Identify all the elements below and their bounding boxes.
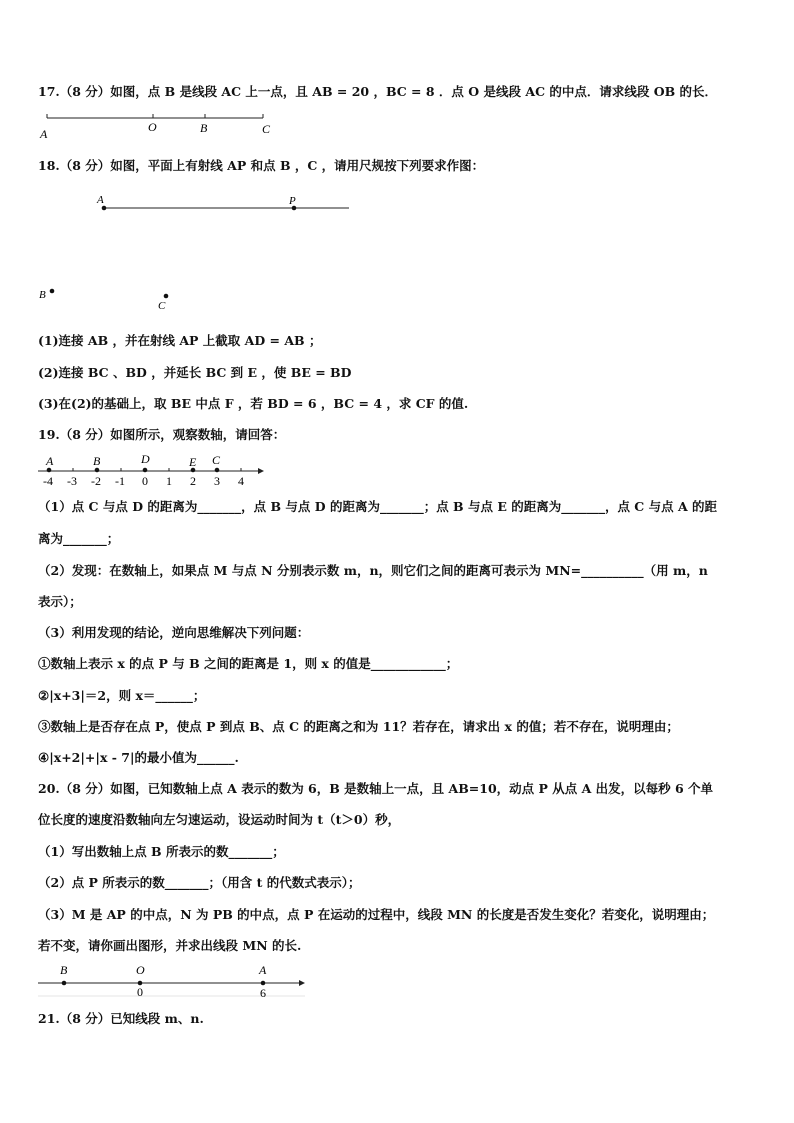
q17-label-a: A <box>40 127 48 141</box>
q20-label-b: B <box>60 963 68 977</box>
q20-line-4: （2）点 P 所表示的数_______；（用含 t 的代数式表示）； <box>38 875 361 890</box>
q20-label-o: O <box>136 963 145 977</box>
q19-tick-label: 3 <box>214 474 220 488</box>
q19-line-1: （1）点 C 与点 D 的距离为_______，点 B 与点 D 的距离为_______；点 B 与点 E 的距离为_______，点 C 与点 A 的距 <box>38 499 718 514</box>
q20-number-6: 6 <box>260 986 266 1000</box>
q17-label-o: O <box>148 120 157 134</box>
q18-part-1: (1)连接 AB ，并在射线 AP 上截取 AD = AB ； <box>38 333 322 348</box>
q18-part-3: (3)在(2)的基础上，取 BE 中点 F ，若 BD = 6 ，BC = 4 ，求 CF 的值. <box>38 396 469 411</box>
q17-label-c: C <box>262 122 271 136</box>
q20-line-2: 位长度的速度沿数轴向左匀速运动，设运动时间为 t（t＞0）秒， <box>38 812 401 827</box>
q20-line-3: （1）写出数轴上点 B 所表示的数_______； <box>38 844 285 859</box>
q19-line-6: ①数轴上表示 x 的点 P 与 B 之间的距离是 1，则 x 的值是____________； <box>38 656 459 671</box>
q19-line-9: ④|x+2|+|x - 7|的最小值为______. <box>38 750 239 765</box>
q19-line-5: （3）利用发现的结论，逆向思维解决下列问题： <box>38 625 310 640</box>
q19-line-4: 表示）； <box>38 594 82 609</box>
q20-line-1: 20.（8 分）如图，已知数轴上点 A 表示的数为 6，B 是数轴上一点，且 AB=10，动点 P 从点 A 出发，以每秒 6 个单 <box>38 781 714 796</box>
q19-tick-label: -4 <box>43 474 53 488</box>
q20-number-0: 0 <box>137 985 143 999</box>
q19-line-2: 离为_______； <box>38 531 120 546</box>
q19-tick-label: -1 <box>115 474 125 488</box>
q17-label-b: B <box>200 121 208 135</box>
q18-label-b: B <box>39 289 46 301</box>
q19-label-c: C <box>212 453 221 467</box>
q19-tick-label: 2 <box>190 474 196 488</box>
q20-label-a: A <box>259 963 267 977</box>
q19-label-a: A <box>46 454 54 468</box>
q19-label-b: B <box>93 454 101 468</box>
q18-label-p: P <box>289 195 296 207</box>
q21-text: 21.（8 分）已知线段 m、n. <box>38 1011 204 1026</box>
q19-tick-label: -3 <box>67 474 77 488</box>
q19-tick-label: 4 <box>238 474 244 488</box>
q19-label-d: D <box>141 452 150 466</box>
q19-line-3: （2）发现：在数轴上，如果点 M 与点 N 分别表示数 m，n，则它们之间的距离可表示为 MN=__________（用 m，n <box>38 563 708 578</box>
q19-text: 19.（8 分）如图所示，观察数轴，请回答： <box>38 427 286 442</box>
q19-line-8: ③数轴上是否存在点 P，使点 P 到点 B、点 C 的距离之和为 11？若存在，请求出 x 的值；若不存在，说明理由； <box>38 719 679 734</box>
q20-line-6: 若不变，请你画出图形，并求出线段 MN 的长. <box>38 938 302 953</box>
q20-line-5: （3）M 是 AP 的中点，N 为 PB 的中点，点 P 在运动的过程中，线段 MN 的长度是否发生变化？若变化，说明理由； <box>38 907 715 922</box>
q18-label-a: A <box>97 194 104 206</box>
q17-text: 17.（8 分）如图，点 B 是线段 AC 上一点，且 AB = 20 ，BC = 8 ．点 O 是线段 AC 的中点．请求线段 OB 的长． <box>38 84 718 99</box>
q19-label-e: E <box>189 455 197 469</box>
q18-part-2: (2)连接 BC 、BD ，并延长 BC 到 E ，使 BE = BD <box>38 365 352 380</box>
q19-tick-label: 1 <box>166 474 172 488</box>
q19-line-7: ②|x+3|＝2，则 x＝______； <box>38 688 206 703</box>
q18-text: 18.（8 分）如图，平面上有射线 AP 和点 B ，C ，请用尺规按下列要求作图： <box>38 158 485 173</box>
q18-label-c: C <box>158 300 166 312</box>
q19-tick-label: 0 <box>142 474 148 488</box>
q19-tick-label: -2 <box>91 474 101 488</box>
